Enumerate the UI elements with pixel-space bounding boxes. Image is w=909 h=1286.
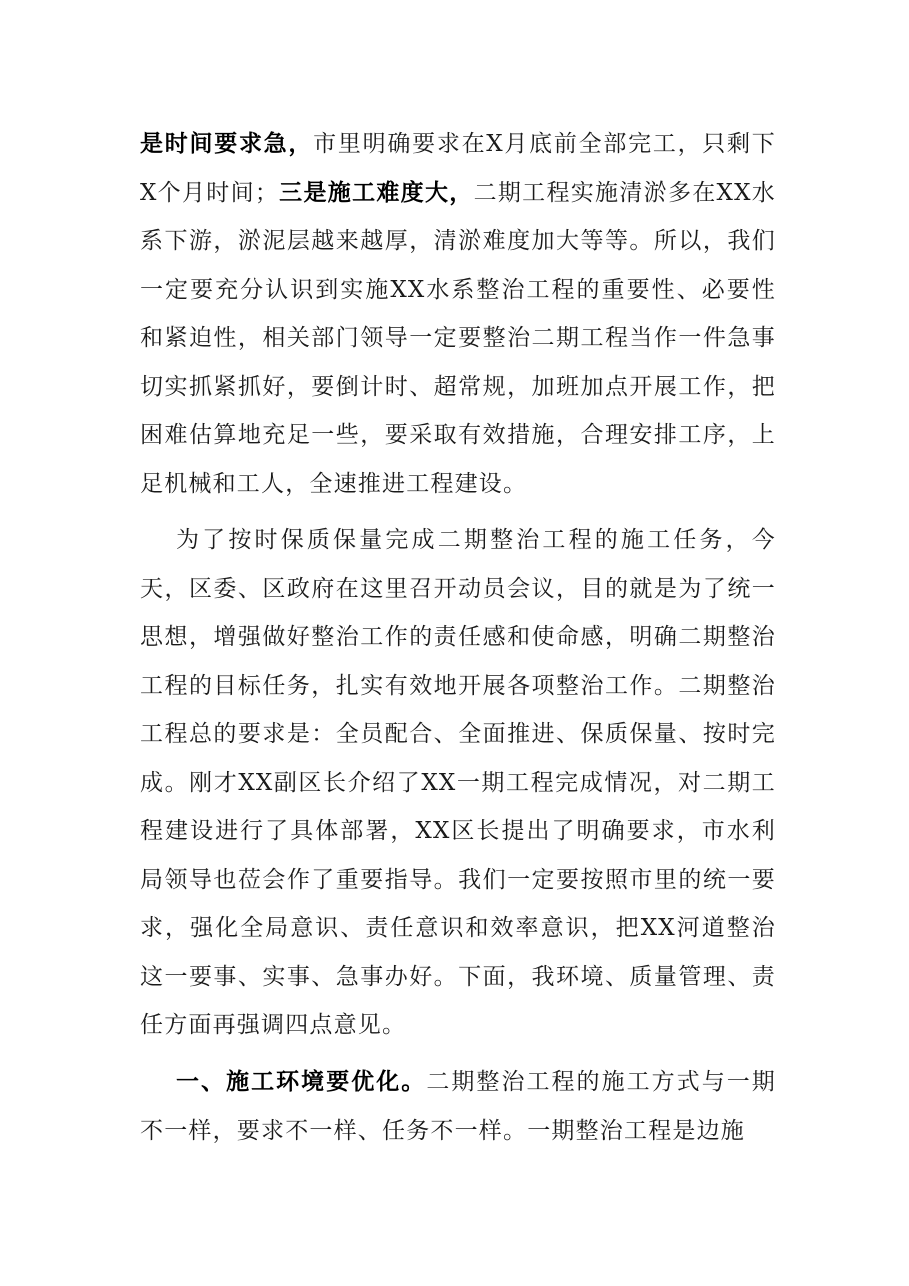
- paragraph-3: [140, 1058, 776, 1155]
- paragraph-1: [140, 120, 776, 508]
- section-heading-1: 一、施工环境要优化。: [176, 1068, 427, 1095]
- paragraph-2: [140, 516, 776, 1050]
- paragraph-1-body-1: 市里明确要求在X月底前全部完工，只剩下X个月时间；: [140, 131, 776, 206]
- paragraph-2-text: 为了按时保质保量完成二期整治工程的施工任务，今天，区委、区政府在这里召开动员会议，目的就是为了统一思想，增强做好整治工作的责任感和使命感，明确二期整治工程的目标任务，扎实有效地开展各项整治工作。二期整治工程总的要求是：全员配合、全面推进、保质保量、按时完成。刚才XX副区长介绍了XX一期工程完成情况，对二期工程建设进行了具体部署，XX区长提出了明确要求，市水利局领导也莅会作了重要指导。我们一定要按照市里的统一要求，强化全局意识、责任意识和效率意识，把XX河道整治这一要事、实事、急事办好。下面，我环境、质量管理、责任方面再强调四点意见。: [140, 527, 776, 1038]
- paragraph-3-body: 二期整治工程的施工方式与一期不一样，要求不一样、任务不一样。一期整治工程是边施: [140, 1069, 776, 1144]
- paragraph-3-text: [140, 1058, 776, 1155]
- paragraph-1-body-2: 二期工程实施清淤多在XX水系下游，淤泥层越来越厚，清淤难度加大等等。所以，我们一定要充分认识到实施XX水系整治工程的重要性、必要性和紧迫性，相关部门领导一定要整治二期工程当作一件急事切实抓紧抓好，要倒计时、超常规，加班加点开展工作，把困难估算地充足一些，要采取有效措施，合理安排工序，上足机械和工人，全速推进工程建设。: [140, 179, 776, 497]
- paragraph-1-text: [140, 120, 776, 508]
- bold-heading-time: 是时间要求急，: [140, 130, 314, 157]
- bold-heading-difficulty: 三是施工难度大，: [279, 178, 474, 206]
